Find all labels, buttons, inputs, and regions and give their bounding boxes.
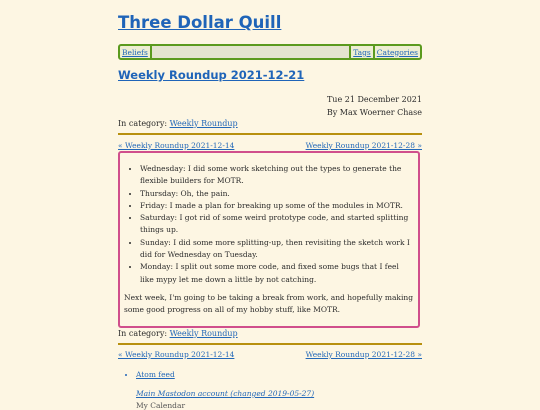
- post-title[interactable]: Weekly Roundup 2021-12-21: [118, 68, 305, 82]
- post-content: [118, 151, 420, 328]
- search-input[interactable]: [152, 46, 349, 58]
- list-item: • Wednesday: I did some work sketching out the types to generate the flexible builders for MOTR.: [140, 163, 412, 188]
- nav-beliefs-link[interactable]: Beliefs: [122, 47, 148, 57]
- post-pagination-bottom: [118, 350, 422, 359]
- next-post-link[interactable]: Weekly Roundup 2021-12-28 »: [305, 141, 422, 150]
- footer-cut-line: My Calendar: [136, 401, 186, 410]
- list-item: • Sunday: I did some more splitting-up, then revisiting the sketch work I did for Wednesday on Tuesday.: [140, 237, 412, 262]
- nav-bar: [118, 44, 422, 60]
- mastodon-link[interactable]: Main Mastodon account (changed 2019-05-27): [136, 389, 315, 398]
- list-item: • Saturday: I got rid of some weird prototype code, and started splitting things up.: [140, 212, 412, 237]
- footer-links: [136, 370, 175, 379]
- category-prefix: In category:: [118, 119, 168, 128]
- closing-paragraph: Next week, I'm going to be taking a break from work, and hopefully making some good progress on all of my hobby stuff, like MOTR.: [124, 293, 414, 315]
- category-link[interactable]: Weekly Roundup: [169, 329, 238, 338]
- category-prefix: In category:: [118, 329, 168, 338]
- list-item: • Thursday: Oh, the pain.: [140, 188, 412, 200]
- list-item: • Monday: I split out some more code, and fixed some bugs that I feel like mypy let me down a little by not catching.: [140, 261, 412, 286]
- prev-post-link[interactable]: « Weekly Roundup 2021-12-14: [118, 141, 235, 150]
- next-post-link[interactable]: Weekly Roundup 2021-12-28 »: [305, 350, 422, 359]
- list-item: • Friday: I made a plan for breaking up some of the modules in MOTR.: [140, 200, 412, 212]
- post-category: [118, 119, 238, 128]
- prev-post-link[interactable]: « Weekly Roundup 2021-12-14: [118, 350, 235, 359]
- divider-rule: [118, 133, 422, 135]
- category-link[interactable]: Weekly Roundup: [169, 119, 238, 128]
- site-title[interactable]: Three Dollar Quill: [118, 13, 282, 32]
- list-item: [136, 370, 175, 379]
- post-category-bottom: [118, 329, 238, 338]
- divider-rule: [118, 343, 422, 345]
- roundup-list: [140, 163, 412, 286]
- post-byline: By Max Woerner Chase: [326, 108, 422, 117]
- post-date: Tue 21 December 2021: [326, 95, 422, 104]
- atom-feed-link[interactable]: Atom feed: [136, 370, 175, 379]
- nav-categories-link[interactable]: Categories: [376, 47, 418, 57]
- nav-tags-link[interactable]: Tags: [353, 47, 371, 57]
- post-pagination-top: [118, 141, 422, 150]
